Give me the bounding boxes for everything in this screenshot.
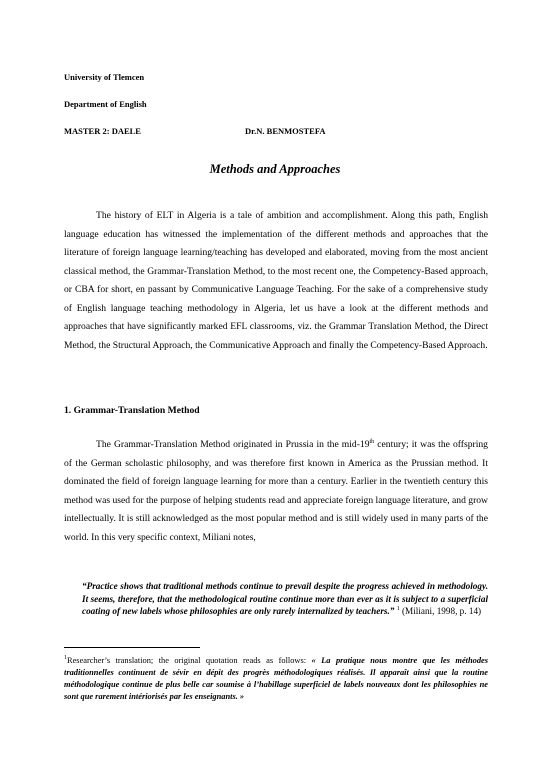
course-name: MASTER 2: DAELE — [64, 126, 141, 136]
document-title: Methods and Approaches — [209, 162, 341, 176]
university-name: University of Tlemcen — [64, 72, 145, 82]
author-name: Dr.N. BENMOSTEFA — [245, 126, 326, 136]
department-name: Department of English — [64, 99, 147, 109]
footnote-reference: 1 — [396, 606, 400, 613]
section-paragraph-start: The Grammar-Translation Method originated in Prussia in the mid-19 — [96, 439, 370, 450]
footnote — [64, 655, 488, 703]
block-quote — [82, 580, 488, 618]
ordinal-superscript: th — [369, 438, 375, 445]
section-heading: 1. Grammar-Translation Method — [64, 405, 200, 416]
footnote-divider — [64, 647, 200, 648]
section-paragraph-rest: century; it was the offspring of the German scholastic philosophy, and was therefore first known in America as the Prussian method. It dominated the field of foreign language learning for more than a century. Earlier in the twentieth century this method was used for the purpose of helping students read and appreciate foreign language literature, and grow intellectually. It is still acknowledged as the most popular method and is still widely used in many parts of the world. In this very specific context, Miliani notes, — [64, 439, 488, 543]
footnote-intro: Researcher’s translation; the original quotation reads as follows: — [67, 656, 312, 665]
quote-text: “Practice shows that traditional methods continue to prevail despite the progress achieved in methodology. It seems, therefore, that the methodological routine continue more than ever as it is subject to a superficial coating of new labels whose philosophies are only rarely internalized by teachers.” — [82, 581, 488, 617]
quote-citation: (Miliani, 1998, p. 14) — [399, 606, 482, 617]
intro-paragraph: The history of ELT in Algeria is a tale of ambition and accomplishment. Along this path, English language education has witnessed the implementation of the different methods and approaches that the literature of foreign language learning/teaching has developed and elaborated, moving from the most ancient classical method, the Grammar-Translation Method, to the most recent one, the Competency-Based approach, or CBA for short, en passant by Communicative Language Teaching. For the sake of a comprehensive study of English language teaching methodology in Algeria, let us have a look at the different methods and approaches that have significantly marked EFL classrooms, viz. the Grammar Translation Method, the Direct Method, the Structural Approach, the Communicative Approach and finally the Competency-Based Approach. — [64, 210, 488, 351]
footnote-marker: 1 — [64, 655, 67, 662]
section-paragraph — [64, 436, 488, 547]
footnote-original-quote: « La pratique nous montre que les méthodes traditionnelles continuent de sévir en dépit des progrès méthodologiques réalisés. Il apparaît ainsi que la routine méthodologique continue de plus belle car soumise à l’habillage superficiel de labels nouveaux dont les philosophies ne sont que rarement intériorisés par les enseignants. » — [64, 656, 488, 702]
